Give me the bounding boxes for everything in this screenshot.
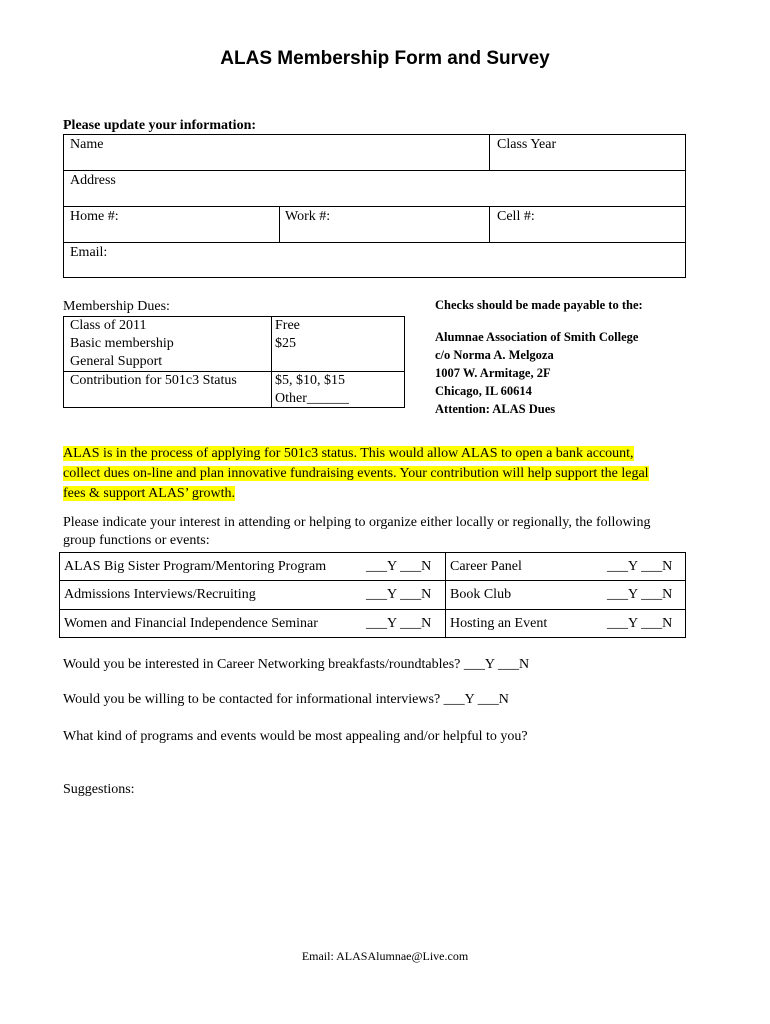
notice-line: collect dues on-line and plan innovative fundraising events. Your contribution will help support the legal <box>63 466 649 481</box>
checks-payable-block <box>435 296 643 418</box>
checks-line: c/o Norma A. Melgoza <box>435 348 554 362</box>
checks-heading: Checks should be made payable to the: <box>435 298 643 312</box>
dues-label: Contribution for 501c3 Status <box>70 373 237 388</box>
dues-label: Basic membership <box>70 336 174 351</box>
interest-line: group functions or events: <box>63 533 210 548</box>
group-item: Hosting an Event <box>450 616 548 631</box>
notice-501c3 <box>63 444 713 504</box>
dues-value: Free <box>275 318 300 333</box>
dues-other[interactable]: Other______ <box>275 391 349 406</box>
group-item: ALAS Big Sister Program/Mentoring Program <box>64 559 327 574</box>
checks-line: Alumnae Association of Smith College <box>435 330 639 344</box>
group-item: Book Club <box>450 587 512 602</box>
yes-no-choice[interactable]: ___Y ___N <box>607 616 673 631</box>
dues-value: $25 <box>275 336 296 351</box>
dues-heading: Membership Dues: <box>63 299 170 314</box>
group-item: Admissions Interviews/Recruiting <box>64 587 256 602</box>
yes-no-choice[interactable]: ___Y ___N <box>607 559 673 574</box>
address-field[interactable]: Address <box>70 173 116 188</box>
group-functions-table <box>59 552 686 638</box>
checks-line: Attention: ALAS Dues <box>435 402 556 416</box>
info-heading: Please update your information: <box>63 118 257 133</box>
checks-line: Chicago, IL 60614 <box>435 384 532 398</box>
cell-phone-field[interactable]: Cell #: <box>497 209 535 224</box>
dues-label: Class of 2011 <box>70 318 147 333</box>
name-field[interactable]: Name <box>70 137 104 152</box>
page-title: ALAS Membership Form and Survey <box>220 48 550 69</box>
notice-line: fees & support ALAS’ growth. <box>63 486 235 501</box>
question-career-networking[interactable]: Would you be interested in Career Networking breakfasts/roundtables? ___Y ___N <box>63 657 530 672</box>
footer-email: Email: ALASAlumnae@Live.com <box>301 949 469 963</box>
suggestions-label: Suggestions: <box>63 782 135 797</box>
question-programs-events: What kind of programs and events would be most appealing and/or helpful to you? <box>63 729 528 744</box>
interest-text <box>63 514 713 550</box>
dues-value: $5, $10, $15 <box>275 373 345 388</box>
yes-no-choice[interactable]: ___Y ___N <box>607 587 673 602</box>
dues-table <box>63 316 405 408</box>
yes-no-choice[interactable]: ___Y ___N <box>366 587 432 602</box>
yes-no-choice[interactable]: ___Y ___N <box>366 616 432 631</box>
email-field[interactable]: Email: <box>70 245 108 260</box>
dues-label: General Support <box>70 354 163 369</box>
info-grid[interactable] <box>63 134 686 278</box>
question-informational-interviews[interactable]: Would you be willing to be contacted for informational interviews? ___Y ___N <box>63 692 509 707</box>
checks-line: 1007 W. Armitage, 2F <box>435 366 551 380</box>
group-item: Career Panel <box>450 559 522 574</box>
notice-line: ALAS is in the process of applying for 501c3 status. This would allow ALAS to open a bank account, <box>63 446 634 461</box>
yes-no-choice[interactable]: ___Y ___N <box>366 559 432 574</box>
class-year-field[interactable]: Class Year <box>497 137 557 152</box>
work-phone-field[interactable]: Work #: <box>285 209 331 224</box>
group-item: Women and Financial Independence Seminar <box>64 616 318 631</box>
home-phone-field[interactable]: Home #: <box>70 209 119 224</box>
interest-line: Please indicate your interest in attending or helping to organize either locally or regionally, the following <box>63 515 651 530</box>
